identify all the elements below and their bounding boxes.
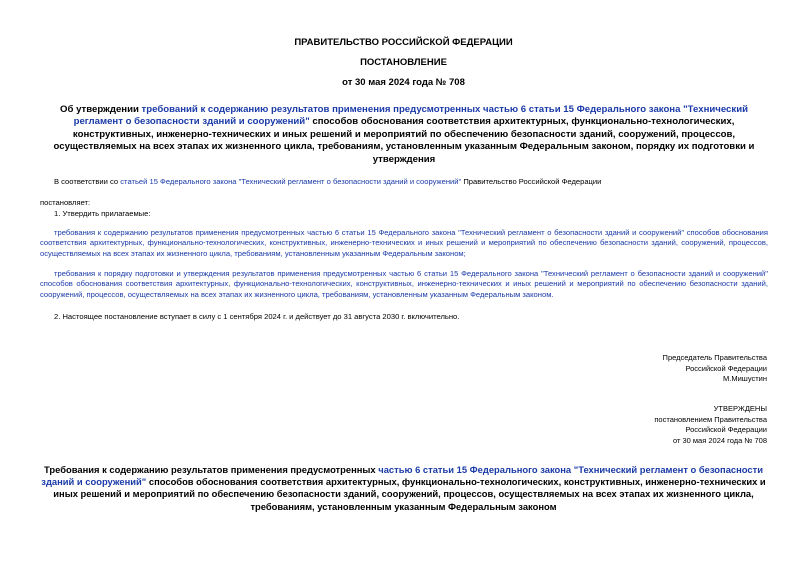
intro-suffix: Правительство Российской Федерации xyxy=(461,177,602,186)
title-link[interactable]: требований к содержанию результатов применения предусмотренных частью 6 статьи 15 Федерального закона "Технический регламент о безопасности зданий и сооружений" xyxy=(73,104,748,128)
document-title xyxy=(44,104,764,166)
appendix-title-prefix: Требования к содержанию результатов применения предусмотренных xyxy=(44,464,379,475)
requirements-link-1[interactable]: требования к содержанию результатов применения предусмотренных частью 6 статьи 15 Федерального закона "Технический регламент о безопасности зданий и сооружений" способов обоснования соответствия архитектурных, функционально-технологических, конструктивных, инженерно-технических и иных решений и мероприятий по обеспечению безопасности зданий, сооружений, процессов, осуществляемых на всех этапах их жизненного цикла, требованиям, установленным указанным Федеральным законом; xyxy=(40,228,768,258)
doc-type-heading: ПОСТАНОВЛЕНИЕ xyxy=(360,57,447,68)
requirements-link-2[interactable]: требования к порядку подготовки и утверждения результатов применения предусмотренных частью 6 статьи 15 Федерального закона "Технический регламент о безопасности зданий и сооружений" способов обоснования соответствия архитектурных, функционально-технологических, конструктивных, инженерно-технических и иных решений и мероприятий по обеспечению безопасности зданий, сооружений, процессов, осуществляемых на всех этапах их жизненного цикла, требованиям, установленным указанным Федеральным законом. xyxy=(40,269,768,299)
signature-line-1: Председатель Правительства xyxy=(662,353,767,362)
approved-line-1: постановлением Правительства xyxy=(654,414,767,424)
intro-link[interactable]: статьей 15 Федерального закона "Технический регламент о безопасности зданий и сооружений" xyxy=(120,177,462,186)
intro-prefix: В соответствии со xyxy=(54,177,121,186)
approved-block xyxy=(654,404,767,446)
appendix-title-link[interactable]: частью 6 статьи 15 Федерального закона "Технический регламент о безопасности зданий и сооружений" xyxy=(41,464,763,488)
decrees-text: постановляет: xyxy=(40,198,91,207)
approved-label: УТВЕРЖДЕНЫ xyxy=(713,404,767,413)
appendix-title xyxy=(30,464,777,513)
date-number: от 30 мая 2024 года № 708 xyxy=(342,77,465,88)
appendix-title-suffix: способов обоснования соответствия архитектурных, функционально-технологических, конструктивных, инженерно-технических и иных решений и мероприятий по обеспечению безопасности зданий, сооружений, процессов, осуществляемых на всех этапах их жизненного цикла, требованиям, установленным указанным Федеральным законом xyxy=(53,476,766,512)
title-suffix: способов обоснования соответствия архитектурных, функционально-технологических, конструктивных, инженерно-технических и иных решений и мероприятий по обеспечению безопасности зданий, сооружений, процессов, осуществляемых на всех этапах их жизненного цикла, требованиям, установленным указанным Федеральным законом, порядку их подготовки и утверждения xyxy=(53,116,755,165)
approved-line-2: Российской Федерации xyxy=(685,425,767,434)
approved-line-3: от 30 мая 2024 года № 708 xyxy=(672,435,767,445)
item-2: 2. Настоящее постановление вступает в силу с 1 сентября 2024 г. и действует до 31 августа 2030 г. включительно. xyxy=(54,312,460,321)
intro-paragraph xyxy=(54,177,774,187)
item-1: 1. Утвердить прилагаемые: xyxy=(54,209,151,218)
signature-line-2: Российской Федерации xyxy=(685,363,767,373)
title-prefix: Об утверждении xyxy=(60,104,142,115)
government-heading: ПРАВИТЕЛЬСТВО РОССИЙСКОЙ ФЕДЕРАЦИИ xyxy=(294,37,513,48)
signature-block xyxy=(663,353,767,385)
signature-name: М.Мишустин xyxy=(723,374,767,383)
